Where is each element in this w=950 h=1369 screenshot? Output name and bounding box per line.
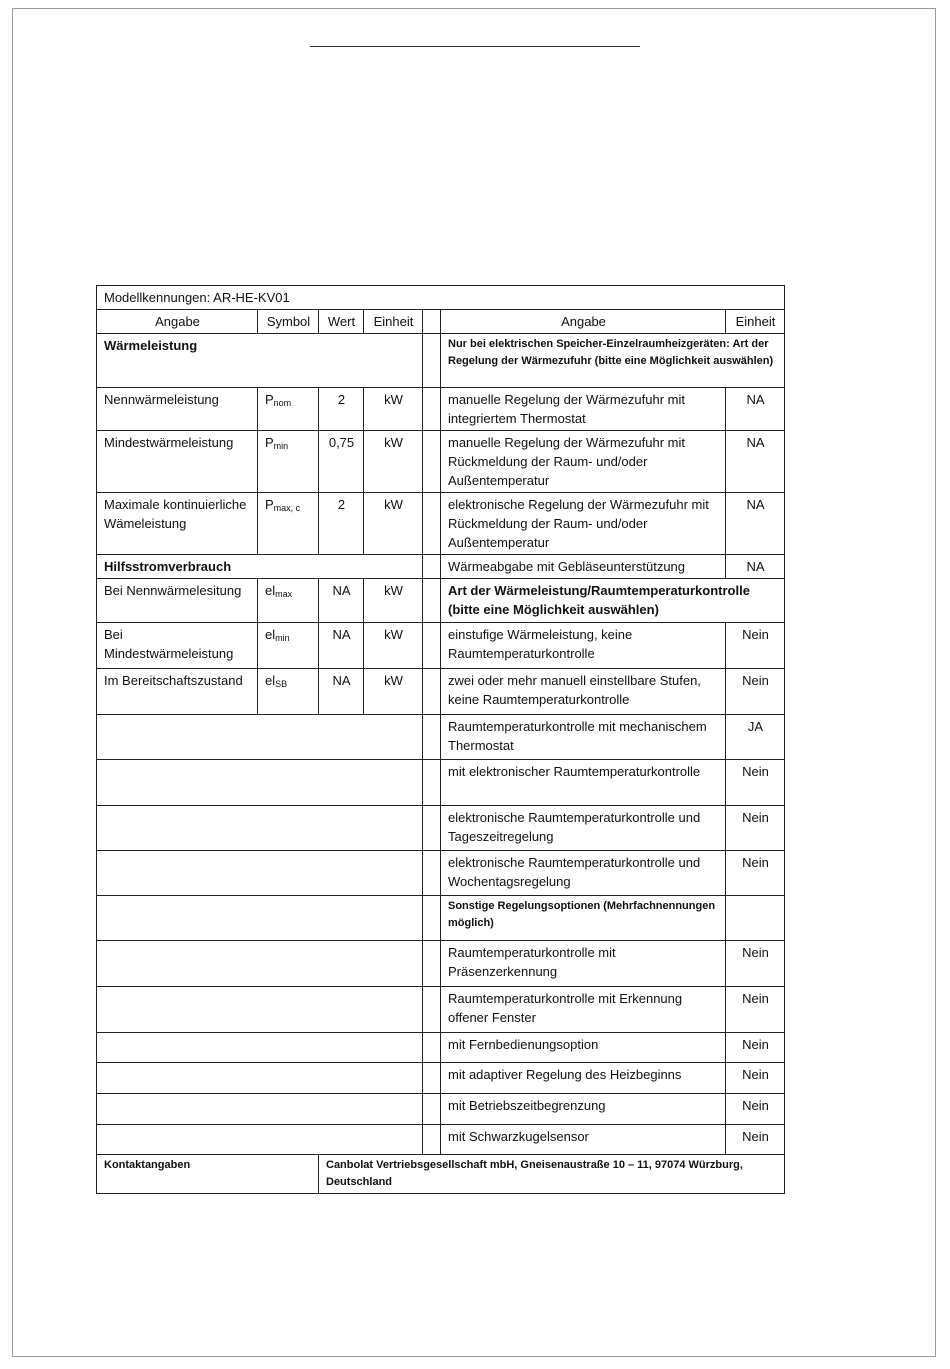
row-symbol: $el_{min}$ bbox=[258, 623, 319, 669]
column-header-row bbox=[97, 310, 785, 334]
gap-cell bbox=[423, 493, 441, 555]
contact-address: Canbolat Vertriebsgesellschaft mbH, Gneisenaustraße 10 – 11, 97074 Würzburg, Deutschland bbox=[319, 1155, 785, 1194]
empty-left-cell bbox=[97, 760, 423, 806]
row-unit: kW bbox=[364, 493, 423, 555]
row-label: Bei Mindestwärmeleistung bbox=[97, 623, 258, 669]
model-row bbox=[97, 286, 785, 310]
row-unit: kW bbox=[364, 669, 423, 715]
gap-cell bbox=[423, 941, 441, 987]
empty-left-cell bbox=[97, 1033, 423, 1063]
option-value: NA bbox=[726, 388, 785, 431]
row-value: 2 bbox=[319, 493, 364, 555]
table-row bbox=[97, 334, 785, 388]
row-symbol: $el_{SB}$ bbox=[258, 669, 319, 715]
gap-cell bbox=[423, 896, 441, 941]
option-value: Nein bbox=[726, 1125, 785, 1155]
option-text: manuelle Regelung der Wärmezufuhr mit Rückmeldung der Raum- und/oder Außentemperatur bbox=[441, 431, 726, 493]
table-row bbox=[97, 715, 785, 760]
gap-cell bbox=[423, 334, 441, 388]
gap-cell bbox=[423, 579, 441, 623]
gap-cell bbox=[423, 555, 441, 579]
gap-cell bbox=[423, 760, 441, 806]
contact-row bbox=[97, 1155, 785, 1194]
row-label: Mindestwärmeleistung bbox=[97, 431, 258, 493]
gap-cell bbox=[423, 1125, 441, 1155]
table-row bbox=[97, 760, 785, 806]
row-label: Bei Nennwärmelesitung bbox=[97, 579, 258, 623]
table-row bbox=[97, 579, 785, 623]
gap-cell bbox=[423, 310, 441, 334]
empty-left-cell bbox=[97, 896, 423, 941]
section-raumtemperatur: Art der Wärmeleistung/Raumtemperaturkontrolle (bitte eine Möglichkeit auswählen) bbox=[441, 579, 785, 623]
product-info-table bbox=[96, 285, 785, 1194]
section-hilfsstrom: Hilfsstromverbrauch bbox=[97, 555, 423, 579]
table-row bbox=[97, 1033, 785, 1063]
option-text: elektronische Raumtemperaturkontrolle und Wochentagsregelung bbox=[441, 851, 726, 896]
model-id: Modellkennungen: AR-HE-KV01 bbox=[97, 286, 785, 310]
option-text: Raumtemperaturkontrolle mit Präsenzerkennung bbox=[441, 941, 726, 987]
option-text: Wärmeabgabe mit Gebläseunterstützung bbox=[441, 555, 726, 579]
option-text: mit elektronischer Raumtemperaturkontrolle bbox=[441, 760, 726, 806]
table-row bbox=[97, 1125, 785, 1155]
section-sonstige: Sonstige Regelungsoptionen (Mehrfachnennungen möglich) bbox=[441, 896, 726, 941]
option-value: Nein bbox=[726, 987, 785, 1033]
row-symbol: $P_{max, c}$ bbox=[258, 493, 319, 555]
row-unit: kW bbox=[364, 388, 423, 431]
empty-left-cell bbox=[97, 987, 423, 1033]
option-value: Nein bbox=[726, 851, 785, 896]
table-row bbox=[97, 806, 785, 851]
option-text: mit Betriebszeitbegrenzung bbox=[441, 1094, 726, 1125]
gap-cell bbox=[423, 1033, 441, 1063]
option-text: elektronische Raumtemperaturkontrolle und Tageszeitregelung bbox=[441, 806, 726, 851]
option-text: mit Fernbedienungsoption bbox=[441, 1033, 726, 1063]
col-symbol: Symbol bbox=[258, 310, 319, 334]
signature-line bbox=[310, 46, 640, 47]
row-label: Im Bereitschaftszustand bbox=[97, 669, 258, 715]
gap-cell bbox=[423, 623, 441, 669]
table-row bbox=[97, 669, 785, 715]
empty-left-cell bbox=[97, 941, 423, 987]
option-text: manuelle Regelung der Wärmezufuhr mit integriertem Thermostat bbox=[441, 388, 726, 431]
option-value: NA bbox=[726, 555, 785, 579]
empty-left-cell bbox=[97, 1094, 423, 1125]
section-speicher-regelung: Nur bei elektrischen Speicher-Einzelraumheizgeräten: Art der Regelung der Wärmezufuhr (bitte eine Möglichkeit auswählen) bbox=[441, 334, 785, 388]
option-text: elektronische Regelung der Wärmezufuhr mit Rückmeldung der Raum- und/oder Außentemperatur bbox=[441, 493, 726, 555]
gap-cell bbox=[423, 987, 441, 1033]
empty-left-cell bbox=[97, 1125, 423, 1155]
option-value: Nein bbox=[726, 1094, 785, 1125]
empty-left-cell bbox=[97, 715, 423, 760]
gap-cell bbox=[423, 851, 441, 896]
row-label: Nennwärmeleistung bbox=[97, 388, 258, 431]
empty-value-cell bbox=[726, 896, 785, 941]
empty-left-cell bbox=[97, 1063, 423, 1094]
col-wert: Wert bbox=[319, 310, 364, 334]
option-value: Nein bbox=[726, 1063, 785, 1094]
gap-cell bbox=[423, 1094, 441, 1125]
gap-cell bbox=[423, 715, 441, 760]
gap-cell bbox=[423, 669, 441, 715]
table-row bbox=[97, 555, 785, 579]
contact-label: Kontaktangaben bbox=[97, 1155, 319, 1194]
table-row bbox=[97, 388, 785, 431]
empty-left-cell bbox=[97, 806, 423, 851]
gap-cell bbox=[423, 431, 441, 493]
table-row bbox=[97, 1063, 785, 1094]
table-row bbox=[97, 941, 785, 987]
table-row bbox=[97, 493, 785, 555]
option-value: JA bbox=[726, 715, 785, 760]
section-waermeleistung: Wärmeleistung bbox=[97, 334, 423, 388]
option-text: mit adaptiver Regelung des Heizbeginns bbox=[441, 1063, 726, 1094]
option-value: Nein bbox=[726, 806, 785, 851]
table-row bbox=[97, 987, 785, 1033]
col-angabe-right: Angabe bbox=[441, 310, 726, 334]
row-unit: kW bbox=[364, 579, 423, 623]
row-value: NA bbox=[319, 623, 364, 669]
option-value: NA bbox=[726, 431, 785, 493]
col-einheit: Einheit bbox=[364, 310, 423, 334]
gap-cell bbox=[423, 806, 441, 851]
gap-cell bbox=[423, 1063, 441, 1094]
table-row bbox=[97, 623, 785, 669]
row-label: Maximale kontinuierliche Wämeleistung bbox=[97, 493, 258, 555]
row-symbol: $P_{min}$ bbox=[258, 431, 319, 493]
row-symbol: $P_{nom}$ bbox=[258, 388, 319, 431]
option-text: Raumtemperaturkontrolle mit mechanischem Thermostat bbox=[441, 715, 726, 760]
empty-left-cell bbox=[97, 851, 423, 896]
table-row bbox=[97, 1094, 785, 1125]
option-value: Nein bbox=[726, 669, 785, 715]
row-value: 0,75 bbox=[319, 431, 364, 493]
row-value: NA bbox=[319, 669, 364, 715]
row-symbol: $el_{max}$ bbox=[258, 579, 319, 623]
table-row bbox=[97, 851, 785, 896]
col-angabe: Angabe bbox=[97, 310, 258, 334]
table-row bbox=[97, 431, 785, 493]
option-text: einstufige Wärmeleistung, keine Raumtemperaturkontrolle bbox=[441, 623, 726, 669]
option-value: Nein bbox=[726, 941, 785, 987]
option-value: Nein bbox=[726, 623, 785, 669]
row-value: 2 bbox=[319, 388, 364, 431]
option-text: mit Schwarzkugelsensor bbox=[441, 1125, 726, 1155]
row-unit: kW bbox=[364, 431, 423, 493]
gap-cell bbox=[423, 388, 441, 431]
row-value: NA bbox=[319, 579, 364, 623]
row-unit: kW bbox=[364, 623, 423, 669]
option-value: NA bbox=[726, 493, 785, 555]
option-text: Raumtemperaturkontrolle mit Erkennung offener Fenster bbox=[441, 987, 726, 1033]
option-text: zwei oder mehr manuell einstellbare Stufen, keine Raumtemperaturkontrolle bbox=[441, 669, 726, 715]
table-row bbox=[97, 896, 785, 941]
option-value: Nein bbox=[726, 760, 785, 806]
col-einheit-right: Einheit bbox=[726, 310, 785, 334]
option-value: Nein bbox=[726, 1033, 785, 1063]
